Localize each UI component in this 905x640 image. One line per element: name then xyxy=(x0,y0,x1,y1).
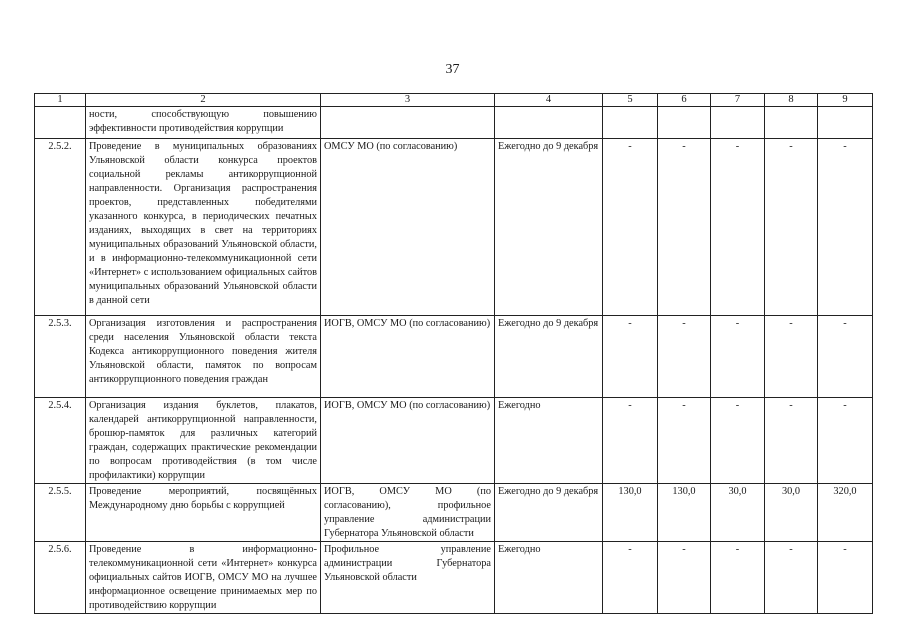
item-description: ности, способствующую повышению эффективности противодействия коррупции xyxy=(86,107,321,139)
item-value-5: - xyxy=(603,139,658,316)
item-description: Проведение в муниципальных образованиях Ульяновской области конкурса проектов социальной рекламы антикоррупционной направленности. Организация распространения проектов, представленных победителями указанного конкурса, в периодических печатных изданиях, выходящих в свет на территориях муниципальных образований Ульяновской области, и в информационно-телекоммуникационной сети «Интернет» с использованием официальных сайтов муниципальных образований Ульяновской области в данной сети xyxy=(86,139,321,316)
column-header: 1 xyxy=(35,94,86,107)
item-term: Ежегодно до 9 декабря xyxy=(495,316,603,398)
item-value-9: - xyxy=(818,398,873,484)
item-value-8: - xyxy=(765,316,818,398)
item-value-7: 30,0 xyxy=(711,484,765,542)
item-number xyxy=(35,107,86,139)
item-term: Ежегодно xyxy=(495,542,603,614)
item-number: 2.5.3. xyxy=(35,316,86,398)
item-value-9: 320,0 xyxy=(818,484,873,542)
item-value-7: - xyxy=(711,542,765,614)
item-value-8: 30,0 xyxy=(765,484,818,542)
column-header: 7 xyxy=(711,94,765,107)
column-header: 4 xyxy=(495,94,603,107)
item-value-7: - xyxy=(711,398,765,484)
item-value-5: - xyxy=(603,316,658,398)
column-header: 8 xyxy=(765,94,818,107)
item-value-9: - xyxy=(818,316,873,398)
column-header: 5 xyxy=(603,94,658,107)
item-number: 2.5.6. xyxy=(35,542,86,614)
item-value-5: - xyxy=(603,542,658,614)
item-value-8 xyxy=(765,107,818,139)
item-value-6: 130,0 xyxy=(658,484,711,542)
item-description: Проведение в информационно-телекоммуникационной сети «Интернет» конкурса официальных сайтов ИОГВ, ОМСУ МО на лучшее информационное освещение принимаемых мер по противодействию коррупции xyxy=(86,542,321,614)
item-value-6 xyxy=(658,107,711,139)
item-executor xyxy=(321,107,495,139)
plan-table xyxy=(34,93,873,614)
table-row xyxy=(35,484,873,542)
item-number: 2.5.5. xyxy=(35,484,86,542)
item-term xyxy=(495,107,603,139)
item-value-5 xyxy=(603,107,658,139)
item-value-5: 130,0 xyxy=(603,484,658,542)
item-value-8: - xyxy=(765,139,818,316)
table-row xyxy=(35,398,873,484)
item-executor: ИОГВ, ОМСУ МО (по согласованию) xyxy=(321,398,495,484)
item-value-5: - xyxy=(603,398,658,484)
item-value-7 xyxy=(711,107,765,139)
item-value-7: - xyxy=(711,316,765,398)
item-term: Ежегодно до 9 декабря xyxy=(495,139,603,316)
item-value-6: - xyxy=(658,542,711,614)
column-header: 6 xyxy=(658,94,711,107)
item-value-8: - xyxy=(765,542,818,614)
column-header-row xyxy=(35,94,873,107)
item-number: 2.5.2. xyxy=(35,139,86,316)
item-value-9: - xyxy=(818,542,873,614)
item-value-6: - xyxy=(658,139,711,316)
item-executor: ИОГВ, ОМСУ МО (по согласованию), профильное управление администрации Губернатора Ульяновской области xyxy=(321,484,495,542)
item-description: Организация издания буклетов, плакатов, календарей антикоррупционной направленности, брошюр-памяток для различных категорий граждан, содержащих практические рекомендации по вопросам противодействия (в том числе профилактики) коррупции xyxy=(86,398,321,484)
item-term: Ежегодно до 9 декабря xyxy=(495,484,603,542)
item-value-6: - xyxy=(658,316,711,398)
item-value-8: - xyxy=(765,398,818,484)
item-value-9: - xyxy=(818,139,873,316)
column-header: 3 xyxy=(321,94,495,107)
item-executor: ИОГВ, ОМСУ МО (по согласованию) xyxy=(321,316,495,398)
item-description: Организация изготовления и распространения среди населения Ульяновской области текста Кодекса антикоррупционного поведения жителя Ульяновской области, памяток по вопросам антикоррупционного поведения граждан xyxy=(86,316,321,398)
item-term: Ежегодно xyxy=(495,398,603,484)
page-number: 37 xyxy=(445,62,460,77)
column-header: 2 xyxy=(86,94,321,107)
table-row xyxy=(35,107,873,139)
item-value-9 xyxy=(818,107,873,139)
item-number: 2.5.4. xyxy=(35,398,86,484)
table-row xyxy=(35,316,873,398)
item-executor: Профильное управление администрации Губернатора Ульяновской области xyxy=(321,542,495,614)
table-row xyxy=(35,139,873,316)
item-value-6: - xyxy=(658,398,711,484)
table-row xyxy=(35,542,873,614)
item-description: Проведение мероприятий, посвящённых Международному дню борьбы с коррупцией xyxy=(86,484,321,542)
item-executor: ОМСУ МО (по согласованию) xyxy=(321,139,495,316)
column-header: 9 xyxy=(818,94,873,107)
item-value-7: - xyxy=(711,139,765,316)
